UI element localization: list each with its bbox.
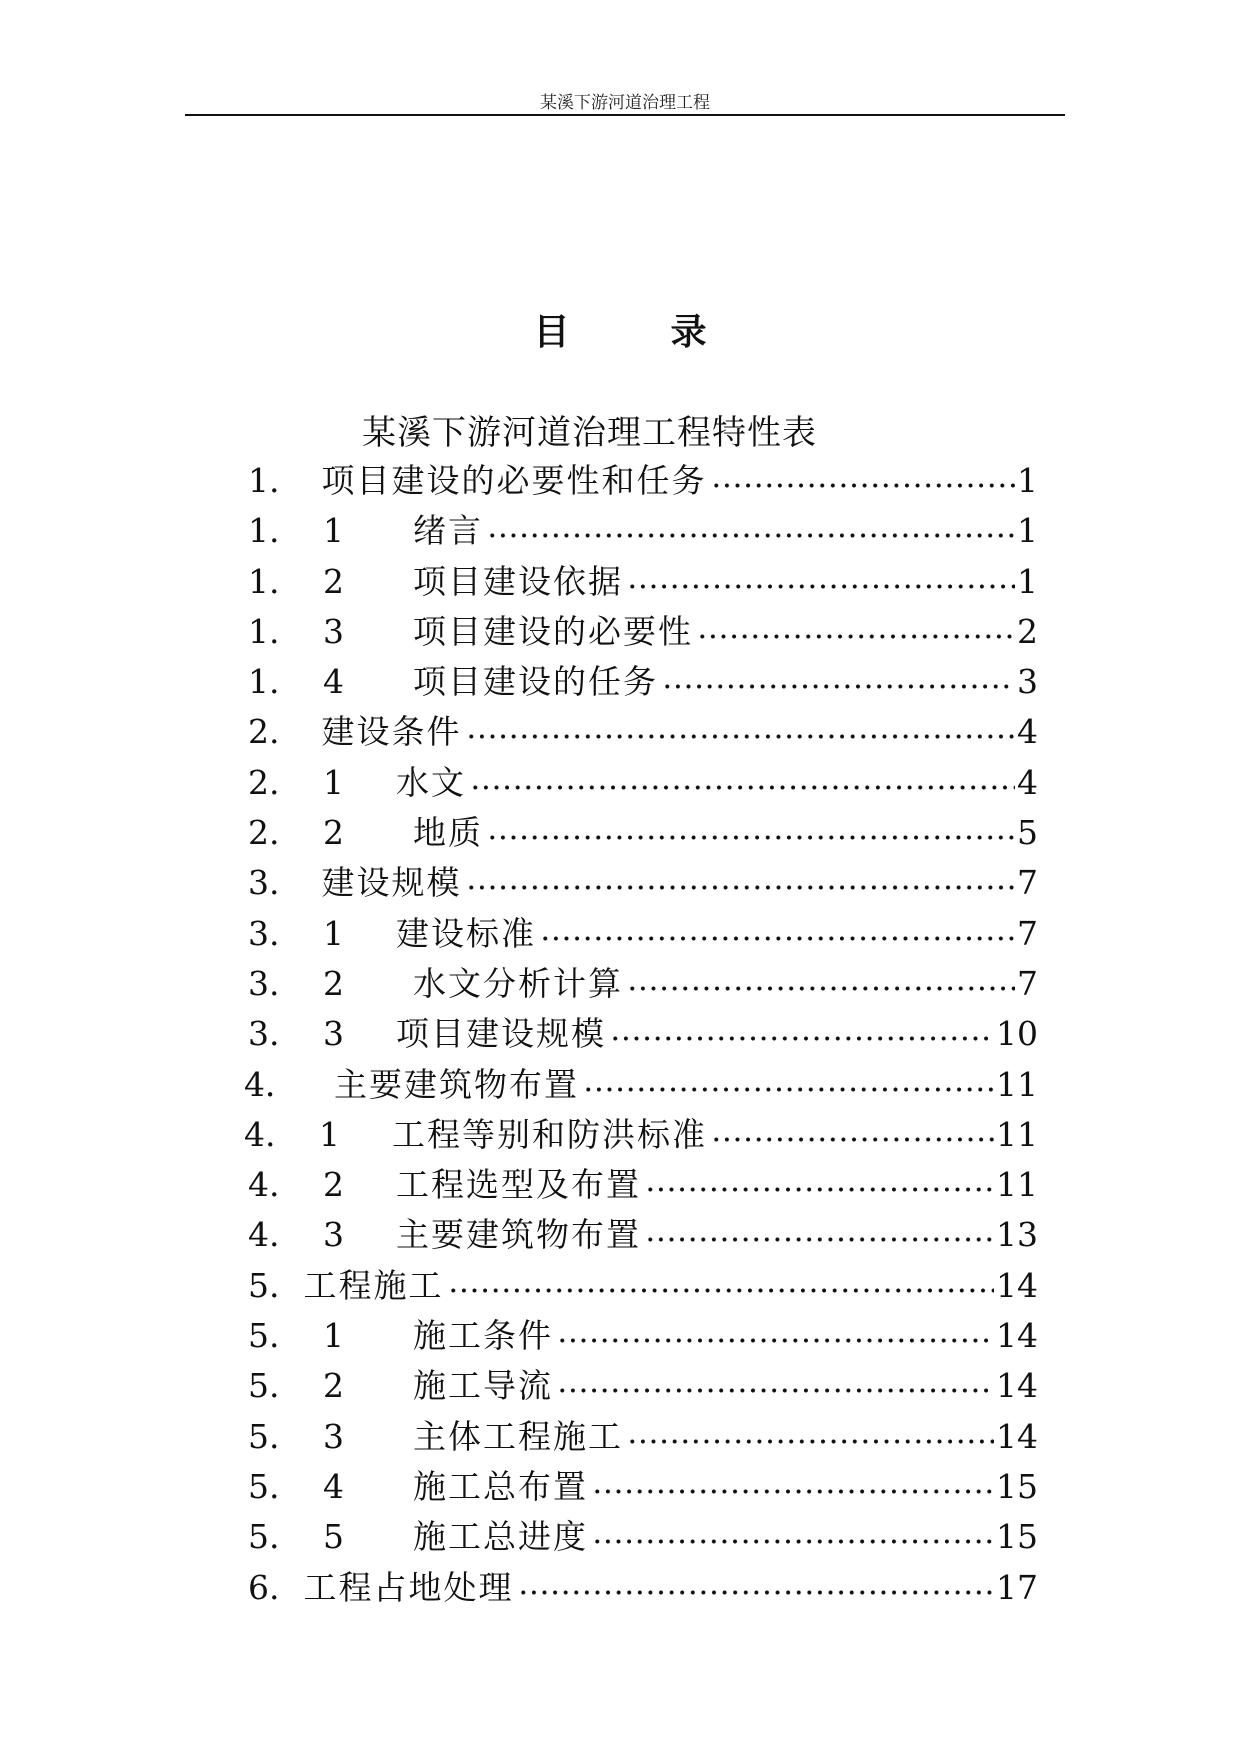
toc-entry-title: 建设标准 bbox=[395, 913, 536, 953]
toc-entry-page: 14 bbox=[996, 1316, 1038, 1356]
dot-leader bbox=[662, 684, 1015, 689]
toc-entry[interactable] bbox=[248, 1310, 1038, 1360]
dot-leader bbox=[645, 1187, 994, 1192]
toc-entry-title: 项目建设的任务 bbox=[412, 662, 658, 702]
dot-leader bbox=[697, 634, 1015, 639]
toc-entry-number: 4. 1 bbox=[244, 1114, 340, 1154]
toc-entry-title: 水文分析计算 bbox=[412, 963, 623, 1003]
toc-entry[interactable] bbox=[248, 1209, 1038, 1259]
dot-leader bbox=[627, 584, 1015, 589]
toc-entry[interactable] bbox=[248, 505, 1038, 555]
toc-entry-page: 15 bbox=[996, 1517, 1038, 1557]
toc-entry-page: 1 bbox=[1017, 561, 1038, 601]
toc-entry-number: 3. 1 bbox=[248, 913, 344, 953]
toc-entry-title: 水文 bbox=[395, 762, 466, 802]
toc-entry-number: 3. 2 bbox=[248, 963, 344, 1003]
toc-entry-number: 5. 2 bbox=[248, 1366, 344, 1406]
toc-entry-title: 施工总布置 bbox=[412, 1466, 588, 1506]
toc-entry-title: 主要建筑物布置 bbox=[334, 1064, 579, 1104]
dot-leader bbox=[540, 936, 1015, 941]
toc-entry-page: 10 bbox=[996, 1014, 1038, 1054]
toc-entry-title: 工程施工 bbox=[303, 1265, 444, 1305]
toc-entry-page: 17 bbox=[996, 1567, 1038, 1607]
toc-entry-number: 4. 2 bbox=[248, 1165, 344, 1205]
toc-entry-page: 1 bbox=[1017, 461, 1038, 500]
toc-entry-number: 5. 3 bbox=[248, 1416, 344, 1456]
toc-entry-number: 2. 1 bbox=[248, 762, 344, 802]
toc-entry-number: 2. bbox=[248, 712, 280, 752]
toc-entry-title: 项目建设规模 bbox=[395, 1014, 606, 1054]
toc-entry-page: 14 bbox=[996, 1416, 1038, 1456]
dot-leader bbox=[711, 483, 1016, 488]
toc-entry-page: 11 bbox=[996, 1165, 1038, 1205]
dot-leader bbox=[487, 533, 1015, 538]
toc-entry[interactable] bbox=[248, 1008, 1038, 1058]
toc-entry-title: 工程占地处理 bbox=[303, 1567, 514, 1607]
toc-entry[interactable] bbox=[248, 857, 1038, 907]
toc-entry[interactable] bbox=[248, 1411, 1038, 1461]
toc-entry-title: 项目建设的必要性和任务 bbox=[321, 461, 707, 500]
dot-leader bbox=[557, 1388, 994, 1393]
toc-entry-page: 4 bbox=[1017, 762, 1038, 802]
toc-entry-page: 13 bbox=[996, 1215, 1038, 1255]
toc-title-char-2: 录 bbox=[670, 312, 708, 353]
dot-leader bbox=[557, 1338, 994, 1343]
toc-entry-title: 工程选型及布置 bbox=[395, 1165, 641, 1205]
dot-leader bbox=[583, 1087, 994, 1092]
dot-leader bbox=[448, 1288, 995, 1293]
toc-entry-title: 项目建设依据 bbox=[412, 561, 623, 601]
dot-leader bbox=[518, 1590, 995, 1595]
toc-entry-page: 2 bbox=[1017, 611, 1038, 651]
dot-leader bbox=[627, 986, 1015, 991]
toc-entry-title: 施工总进度 bbox=[412, 1517, 588, 1557]
toc-entry-page: 14 bbox=[996, 1366, 1038, 1406]
toc-entry[interactable] bbox=[244, 1059, 1038, 1109]
toc-title-char-1: 目 bbox=[533, 312, 571, 353]
toc-entry-title: 地质 bbox=[412, 813, 483, 853]
toc-entry[interactable] bbox=[248, 958, 1038, 1008]
toc-entry[interactable] bbox=[248, 1360, 1038, 1410]
toc-entry-page: 5 bbox=[1017, 813, 1038, 853]
toc-entry-number: 4. 3 bbox=[248, 1215, 344, 1255]
toc-entry[interactable] bbox=[248, 455, 1038, 505]
toc-entry[interactable] bbox=[248, 807, 1038, 857]
toc-entry-page: 14 bbox=[996, 1265, 1038, 1305]
toc-entry[interactable] bbox=[244, 1109, 1038, 1159]
toc-entry[interactable] bbox=[248, 908, 1038, 958]
toc-entry-page: 4 bbox=[1017, 712, 1038, 752]
toc-entry[interactable] bbox=[248, 757, 1038, 807]
toc-entry-title: 主要建筑物布置 bbox=[395, 1215, 641, 1255]
toc-entry-page: 3 bbox=[1017, 662, 1038, 702]
toc-entry[interactable] bbox=[248, 556, 1038, 606]
toc-entry-title: 建设条件 bbox=[321, 712, 462, 752]
running-header: 某溪下游河道治理工程 bbox=[540, 93, 710, 113]
toc-entry-title: 项目建设的必要性 bbox=[412, 611, 693, 651]
toc-entry-number: 6. bbox=[248, 1567, 280, 1607]
toc-entry-page: 11 bbox=[996, 1064, 1038, 1104]
dot-leader bbox=[592, 1539, 994, 1544]
toc-entry-title: 主体工程施工 bbox=[412, 1416, 623, 1456]
toc-entry[interactable] bbox=[248, 606, 1038, 656]
toc-entry-number: 5. 4 bbox=[248, 1466, 344, 1506]
toc-entry[interactable] bbox=[248, 1461, 1038, 1511]
toc-heading-feature-table[interactable]: 某溪下游河道治理工程特性表 bbox=[362, 413, 817, 453]
toc-entry-number: 3. 3 bbox=[248, 1014, 344, 1054]
table-of-contents bbox=[244, 455, 1038, 1612]
toc-entry-title: 绪言 bbox=[412, 511, 483, 551]
toc-entry[interactable] bbox=[248, 656, 1038, 706]
toc-entry-number: 2. 2 bbox=[248, 813, 344, 853]
toc-entry-page: 11 bbox=[996, 1114, 1038, 1154]
toc-entry-title: 工程等别和防洪标准 bbox=[391, 1114, 707, 1154]
dot-leader bbox=[610, 1036, 994, 1041]
toc-entry-number: 5. 5 bbox=[248, 1517, 344, 1557]
toc-entry-title: 施工条件 bbox=[412, 1316, 553, 1356]
toc-entry[interactable] bbox=[248, 1260, 1038, 1310]
dot-leader bbox=[592, 1489, 994, 1494]
toc-entry[interactable] bbox=[248, 1511, 1038, 1561]
toc-entry-number: 1. 4 bbox=[248, 662, 344, 702]
toc-entry-title: 建设规模 bbox=[321, 863, 462, 903]
toc-entry-page: 7 bbox=[1017, 913, 1038, 953]
toc-entry[interactable] bbox=[248, 1562, 1038, 1612]
toc-entry-page: 7 bbox=[1017, 863, 1038, 903]
toc-entry-number: 3. bbox=[248, 863, 280, 903]
toc-entry-number: 5. bbox=[248, 1265, 280, 1305]
toc-entry-page: 15 bbox=[996, 1466, 1038, 1506]
toc-entry[interactable] bbox=[248, 1159, 1038, 1209]
dot-leader bbox=[645, 1237, 994, 1242]
toc-title bbox=[0, 304, 1241, 355]
toc-entry-page: 1 bbox=[1017, 511, 1038, 551]
toc-entry[interactable] bbox=[248, 706, 1038, 756]
toc-entry-number: 1. bbox=[248, 461, 280, 500]
dot-leader bbox=[466, 885, 1016, 890]
toc-entry-number: 4． bbox=[244, 1064, 298, 1104]
dot-leader bbox=[470, 785, 1015, 790]
toc-entry-title: 施工导流 bbox=[412, 1366, 553, 1406]
dot-leader bbox=[627, 1439, 994, 1444]
toc-entry-number: 1. 1 bbox=[248, 511, 344, 551]
toc-entry-page: 7 bbox=[1017, 963, 1038, 1003]
dot-leader bbox=[711, 1137, 994, 1142]
toc-entry-number: 5. 1 bbox=[248, 1316, 344, 1356]
dot-leader bbox=[487, 835, 1015, 840]
toc-entry-number: 1. 3 bbox=[248, 611, 344, 651]
dot-leader bbox=[466, 734, 1016, 739]
toc-entry-number: 1. 2 bbox=[248, 561, 344, 601]
header-rule bbox=[185, 114, 1065, 116]
